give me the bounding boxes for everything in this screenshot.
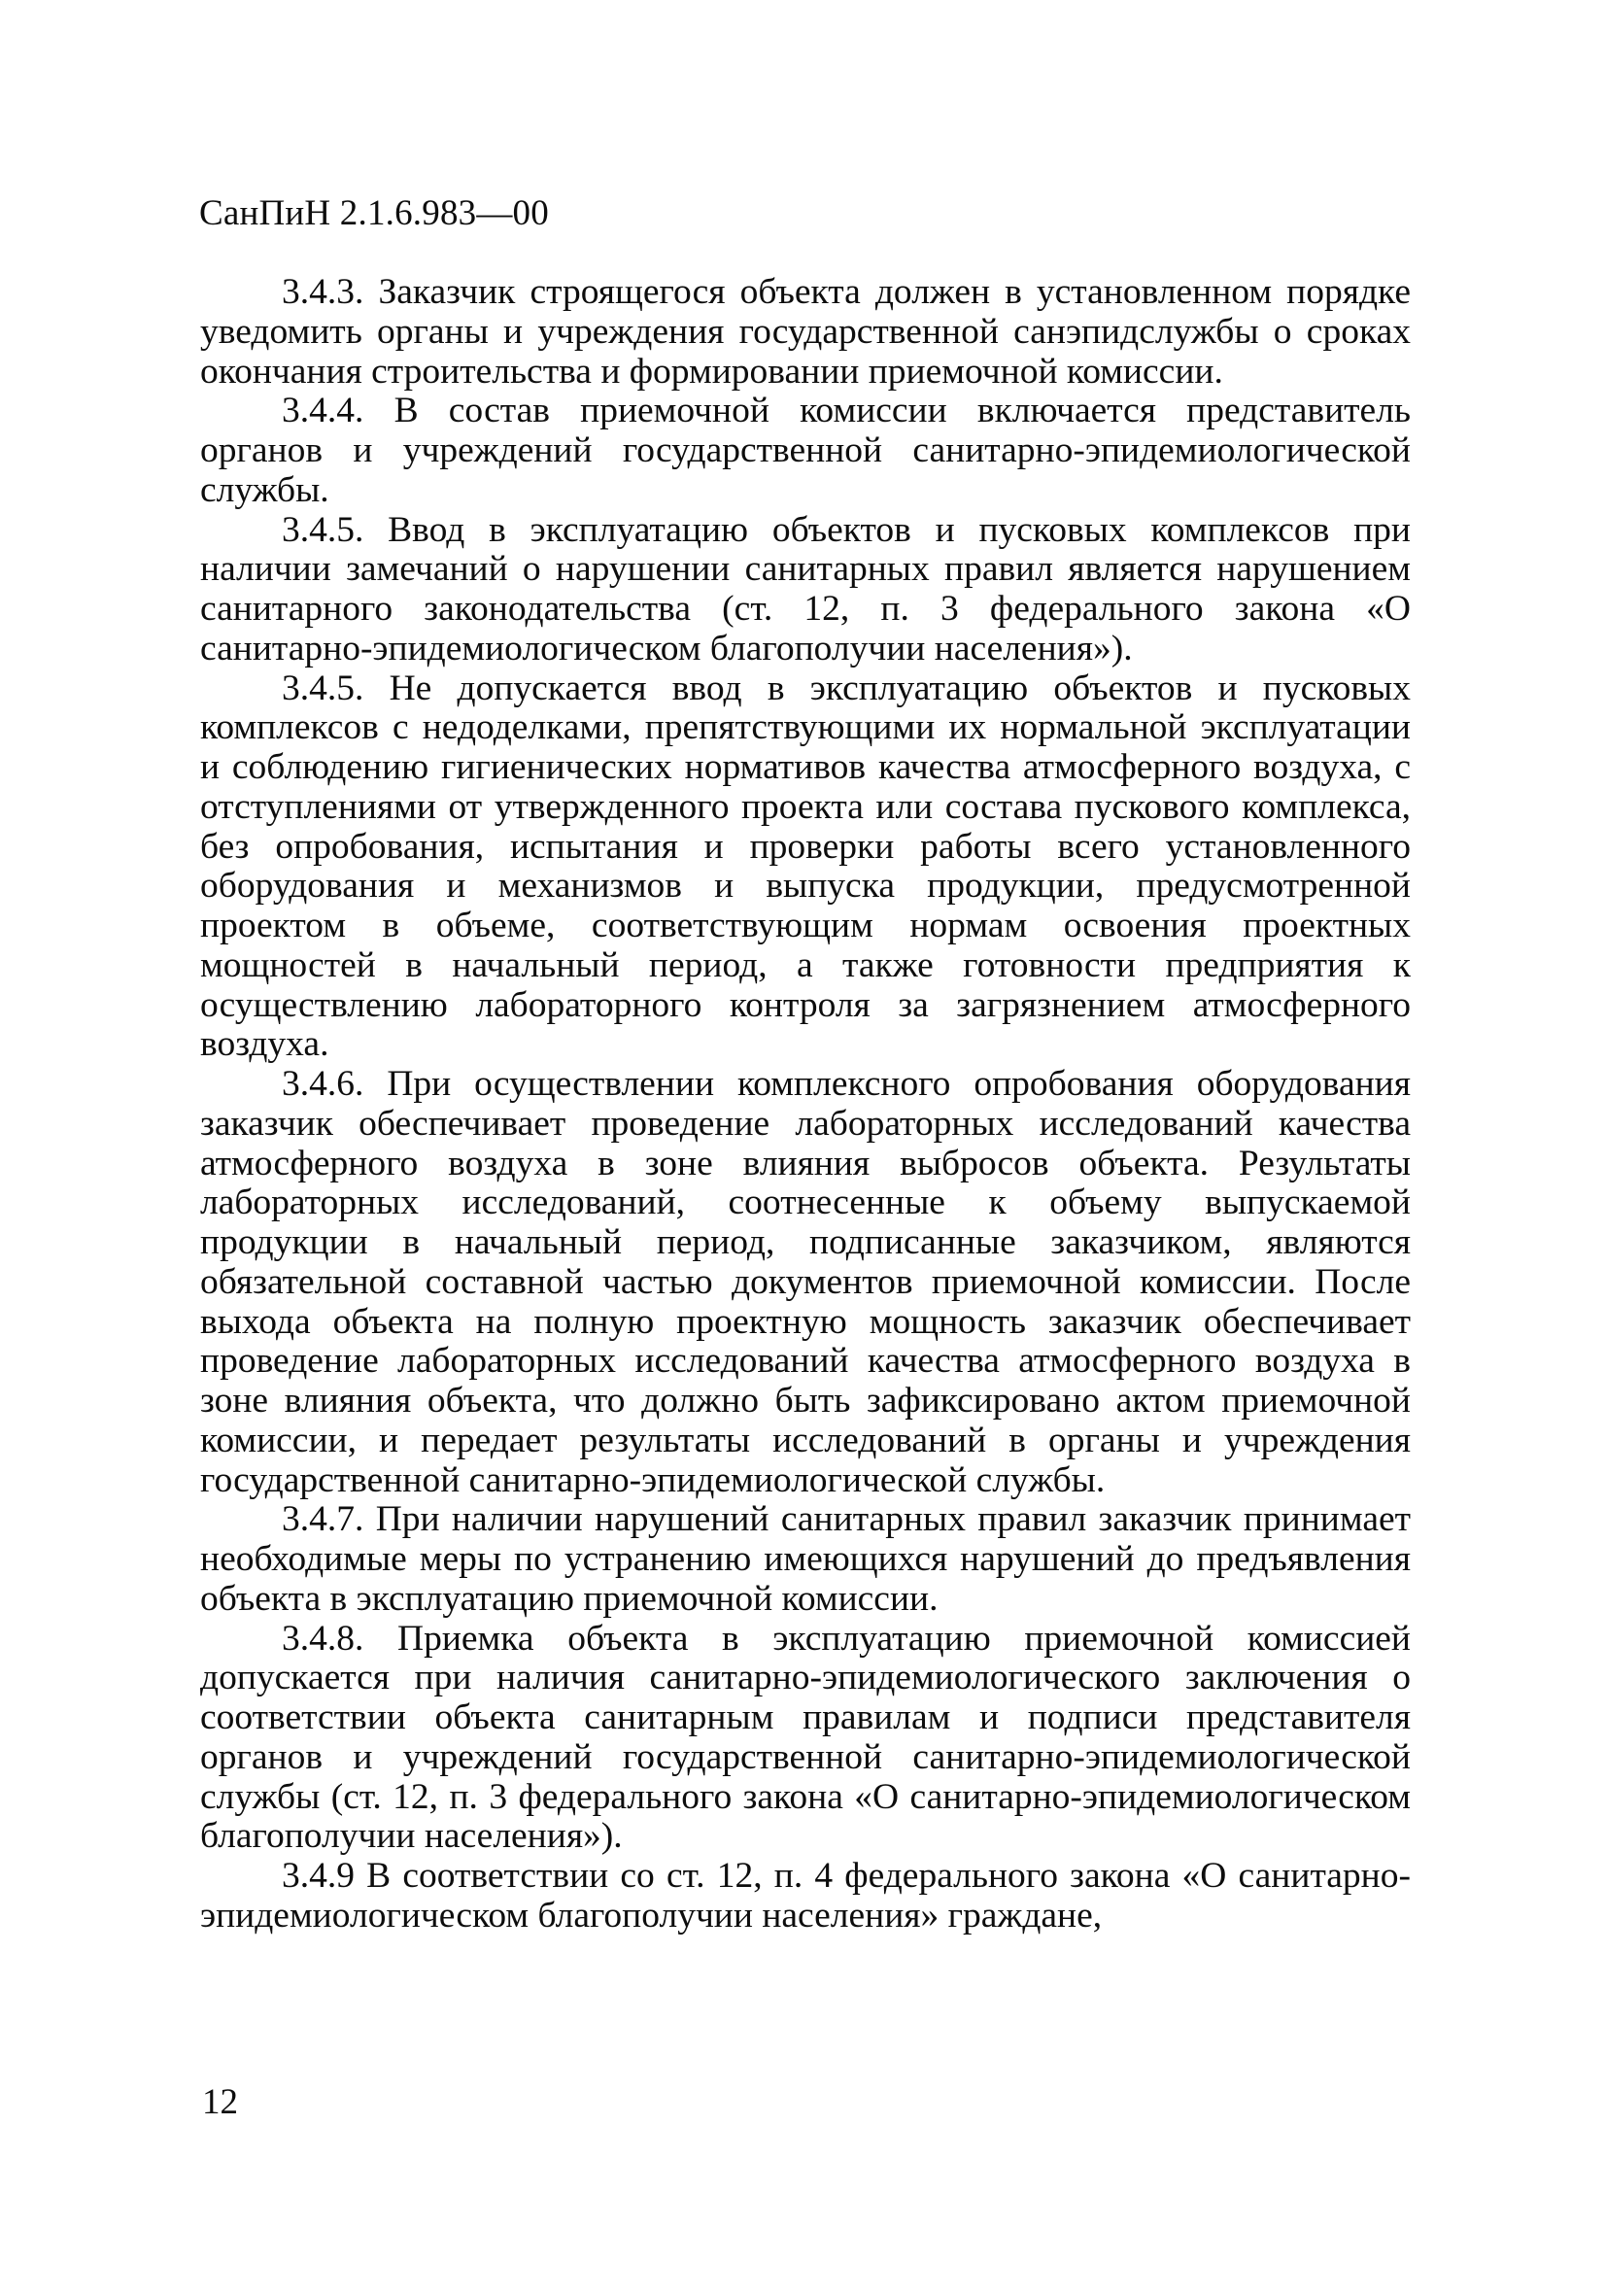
paragraph-3-4-4: 3.4.4. В состав приемочной комиссии включается представитель органов и учреждений государственной санитарно-эпидемиологической службы.: [200, 391, 1411, 510]
paragraph-3-4-8: 3.4.8. Приемка объекта в эксплуатацию приемочной комиссией допускается при наличия санитарно-эпидемиологического заключения о соответствии объекта санитарным правилам и подписи представителя органов и учреждений государственной санитарно-эпидемиологической службы (ст. 12, п. 3 федерального закона «О санитарно-эпидемиологическом благополучии населения»).: [200, 1618, 1411, 1857]
paragraph-3-4-6: 3.4.6. При осуществлении комплексного опробования оборудования заказчик обеспечивает проведение лабораторных исследований качества атмосферного воздуха в зоне влияния выбросов объекта. Результаты лабораторных исследований, соотнесенные к объему выпускаемой продукции в начальный период, подписанные заказчиком, являются обязательной составной частью документов приемочной комиссии. После выхода объекта на полную проектную мощность заказчик обеспечивает проведение лабораторных исследований качества атмосферного воздуха в зоне влияния объекта, что должно быть зафиксировано актом приемочной комиссии, и передает результаты исследований в органы и учреждения государственной санитарно-эпидемиологической службы.: [200, 1064, 1411, 1500]
paragraph-3-4-5-b: 3.4.5. Не допускается ввод в эксплуатацию объектов и пусковых комплексов с недоделками, препятствующими их нормальной эксплуатации и соблюдению гигиенических нормативов качества атмосферного воздуха, с отступлениями от утвержденного проекта или состава пускового комплекса, без опробования, испытания и проверки работы всего установленного оборудования и механизмов и выпуска продукции, предусмотренной проектом в объеме, соответствующим нормам освоения проектных мощностей в начальный период, а также готовности предприятия к осуществлению лабораторного контроля за загрязнением атмосферного воздуха.: [200, 668, 1411, 1065]
paragraph-3-4-5-a: 3.4.5. Ввод в эксплуатацию объектов и пусковых комплексов при наличии замечаний о нарушении санитарных правил является нарушением санитарного законодательства (ст. 12, п. 3 федерального закона «О санитарно-эпидемиологическом благополучии населения»).: [200, 509, 1411, 668]
running-header: СанПиН 2.1.6.983—00: [199, 193, 549, 233]
page-number: 12: [202, 2082, 238, 2122]
paragraph-3-4-7: 3.4.7. При наличии нарушений санитарных правил заказчик принимает необходимые меры по устранению имеющихся нарушений до предъявления объекта в эксплуатацию приемочной комиссии.: [200, 1499, 1411, 1619]
paragraph-3-4-9: 3.4.9 В соответствии со ст. 12, п. 4 федерального закона «О санитарно-эпидемиологическом благополучии населения» граждане,: [200, 1856, 1411, 1936]
body-text: [200, 273, 1411, 1936]
paragraph-3-4-3: 3.4.3. Заказчик строящегося объекта должен в установленном порядке уведомить органы и учреждения государственной санэпидслужбы о сроках окончания строительства и формировании приемочной комиссии.: [200, 272, 1411, 392]
